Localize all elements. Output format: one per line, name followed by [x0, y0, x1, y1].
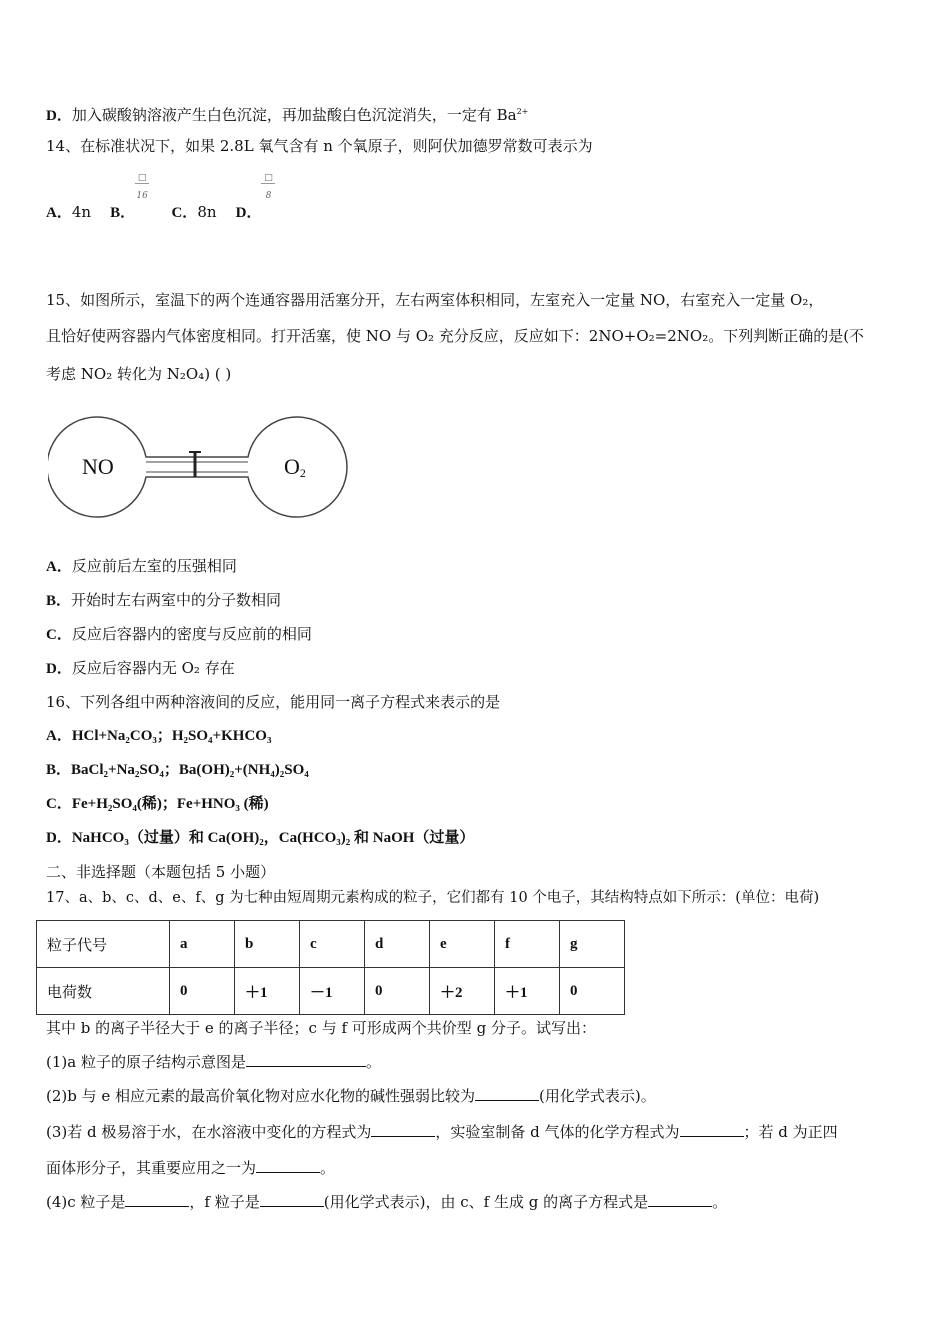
q15-stem-line3: 考虑 NO₂ 转化为 N₂O₄) ( ) [46, 365, 232, 383]
q15-option-c: C．反应后容器内的密度与反应前的相同 [46, 625, 312, 643]
particle-table [36, 920, 625, 1015]
answer-blank[interactable] [371, 1122, 435, 1137]
q15-option-d: D．反应后容器内无 O₂ 存在 [46, 659, 235, 677]
q13-option-d: D．加入碳酸钠溶液产生白色沉淀，再加盐酸白色沉淀消失，一定有 $Ba^{2+}$ [46, 106, 529, 124]
table-row: 电荷数 0 ＋1 －1 0 ＋2 ＋1 0 [37, 968, 625, 1015]
q16-stem: 16、下列各组中两种溶液间的反应，能用同一离子方程式来表示的是 [46, 693, 501, 711]
left-chamber-label: NO [82, 454, 114, 479]
q17-part4: (4)c 粒子是 ，f 粒子是 (用化学式表示)，由 c、f 生成 g 的离子方程式是 。 [46, 1193, 728, 1211]
q15-option-b: B．开始时左右两室中的分子数相同 [46, 591, 282, 609]
q17-part3: (3)若 d 极易溶于水，在水溶液中变化的方程式为 ，实验室制备 d 气体的化学方程式为 ；若 d 为正四 [46, 1123, 838, 1141]
q17-part3-cont: 面体形分子，其重要应用之一为 。 [46, 1159, 336, 1177]
q16-option-b: B．BaCl₂+Na₂SO₄；Ba(OH)₂+(NH₄)₂SO₄ [46, 762, 309, 778]
q15-stem-line1: 15、如图所示，室温下的两个连通容器用活塞分开，左右两室体积相同，左室充入一定量 NO，右室充入一定量 O₂， [46, 291, 824, 309]
answer-blank[interactable] [680, 1122, 744, 1137]
option-label: D． [46, 108, 72, 124]
q17-part2: (2)b 与 e 相应元素的最高价氧化物对应水化物的碱性强弱比较为 (用化学式表示)。 [46, 1087, 656, 1105]
q14-option-c: 8n [197, 203, 217, 221]
option-text: 加入碳酸钠溶液产生白色沉淀，再加盐酸白色沉淀消失，一定有 Ba [71, 106, 517, 124]
answer-blank[interactable] [256, 1158, 320, 1173]
right-chamber-label: $O_2$ [284, 454, 306, 480]
q14-options: A．4n B． $\frac{□}{16}$ C．8n D． $\frac{□}{8}$ [46, 202, 283, 223]
answer-blank[interactable] [246, 1052, 366, 1067]
answer-blank[interactable] [648, 1192, 712, 1207]
answer-blank[interactable] [260, 1192, 324, 1207]
q14-option-a: 4n [71, 203, 92, 221]
answer-blank[interactable] [125, 1192, 189, 1207]
q15-option-a: A．反应前后左室的压强相同 [46, 557, 237, 575]
q17-part1: (1)a 粒子的原子结构示意图是 。 [46, 1053, 381, 1071]
q14-option-b-fraction: $\frac{□}{16}$ [136, 173, 148, 201]
q14-option-d-fraction: $\frac{□}{8}$ [261, 203, 283, 223]
answer-blank[interactable] [475, 1086, 539, 1101]
q17-note: 其中 b 的离子半径大于 e 的离子半径；c 与 f 可形成两个共价型 g 分子。试写出： [46, 1019, 596, 1037]
q17-stem: 17、a、b、c、d、e、f、g 为七种由短周期元素构成的粒子，它们都有 10 个电子，其结构特点如下所示：(单位：电荷) [46, 890, 820, 906]
connected-containers-diagram [48, 412, 353, 526]
q16-option-c: C．Fe+H₂SO₄(稀)；Fe+HNO₃ (稀) [46, 796, 269, 812]
q16-option-a: A．HCl+Na₂CO₃；H₂SO₄+KHCO₃ [46, 728, 272, 744]
table-row: 粒子代号 a b c d e f g [37, 921, 625, 968]
q15-stem-line2: 且恰好使两容器内气体密度相同。打开活塞，使 NO 与 O₂ 充分反应，反应如下：2NO+O₂=2NO₂。下列判断正确的是(不 [46, 327, 865, 345]
q14-stem: 14、在标准状况下，如果 2.8L 氧气含有 n 个氧原子，则阿伏加德罗常数可表示为 [46, 137, 593, 155]
section-title: 二、非选择题（本题包括 5 小题） [46, 863, 276, 881]
q16-option-d: D．NaHCO₃（过量）和 Ca(OH)₂，Ca(HCO₃)₂ 和 NaOH（过量） [46, 830, 475, 846]
